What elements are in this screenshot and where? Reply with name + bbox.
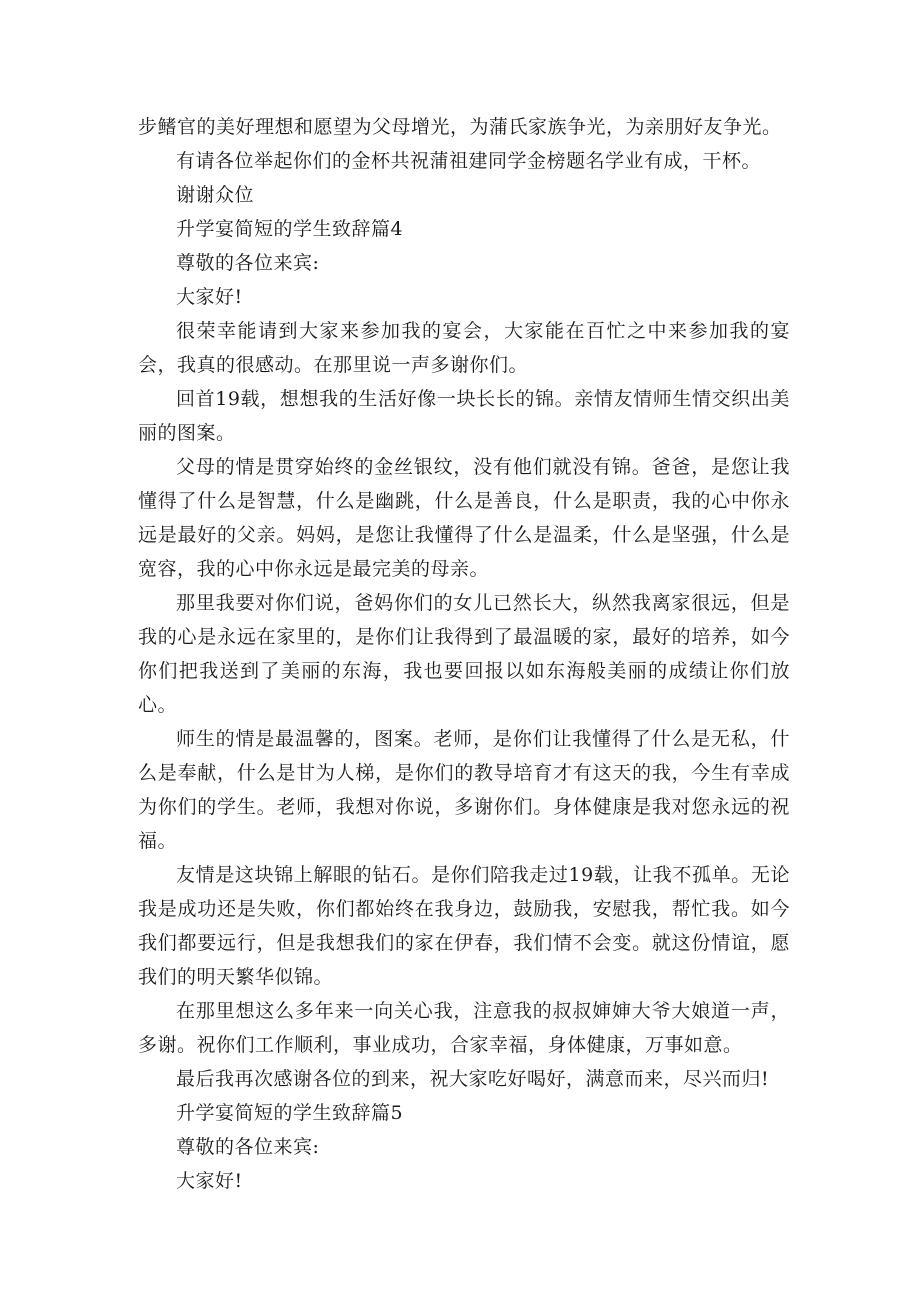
paragraph: 有请各位举起你们的金杯共祝蒲祖建同学金榜题名学业有成，干杯。: [176, 150, 762, 172]
salutation: 尊敬的各位来宾:: [176, 1136, 320, 1158]
paragraph: 友情是这块锦上解眼的钻石。是你们陪我走过19载，让我不孤单。无论我是成功还是失败，你们都始终在我身边，鼓励我，安慰我，帮忙我。如今我们都要远行，但是我想我们的家在伊春，我们情不会变。就这份情谊，愿我们的明天繁华似锦。: [138, 864, 790, 988]
paragraph: 很荣幸能请到大家来参加我的宴会，大家能在百忙之中来参加我的宴会，我真的很感动。在那里说一声多谢你们。: [138, 320, 790, 376]
paragraph: 在那里想这么多年来一向关心我，注意我的叔叔婶婶大爷大娘道一声，多谢。祝你们工作顺利，事业成功，合家幸福，身体健康，万事如意。: [138, 1000, 790, 1056]
paragraph: 步鳍官的美好理想和愿望为父母增光，为蒲氏家族争光，为亲朋好友争光。: [138, 116, 782, 138]
paragraph: 父母的情是贯穿始终的金丝银纹，没有他们就没有锦。爸爸，是您让我懂得了什么是智慧，什么是幽跳，什么是善良，什么是职责，我的心中你永远是最好的父亲。妈妈，是您让我懂得了什么是温柔，什么是坚强，什么是宽容，我的心中你永远是最完美的母亲。: [138, 456, 790, 580]
paragraph: 谢谢众位: [176, 184, 255, 206]
paragraph: 那里我要对你们说，爸妈你们的女儿已然长大，纵然我离家很远，但是我的心是永远在家里的，是你们让我得到了最温暖的家，最好的培养，如今你们把我送到了美丽的东海，我也要回报以如东海般美丽的成绩让你们放心。: [138, 592, 790, 716]
section-heading: 升学宴简短的学生致辞篇5: [176, 1102, 404, 1124]
greeting: 大家好!: [176, 286, 243, 308]
paragraph: 师生的情是最温馨的，图案。老师，是你们让我懂得了什么是无私，什么是奉献，什么是甘为人梯，是你们的教导培育才有这天的我，今生有幸成为你们的学生。老师，我想对你说，多谢你们。身体健康是我对您永远的祝福。: [138, 728, 790, 852]
paragraph: 回首19载，想想我的生活好像一块长长的锦。亲情友情师生情交织出美丽的图案。: [138, 388, 790, 444]
document-body: [138, 110, 790, 1198]
greeting: 大家好!: [176, 1170, 243, 1192]
salutation: 尊敬的各位来宾:: [176, 252, 320, 274]
paragraph: 最后我再次感谢各位的到来，祝大家吃好喝好，满意而来，尽兴而归!: [176, 1068, 770, 1090]
section-heading: 升学宴简短的学生致辞篇4: [176, 218, 404, 240]
